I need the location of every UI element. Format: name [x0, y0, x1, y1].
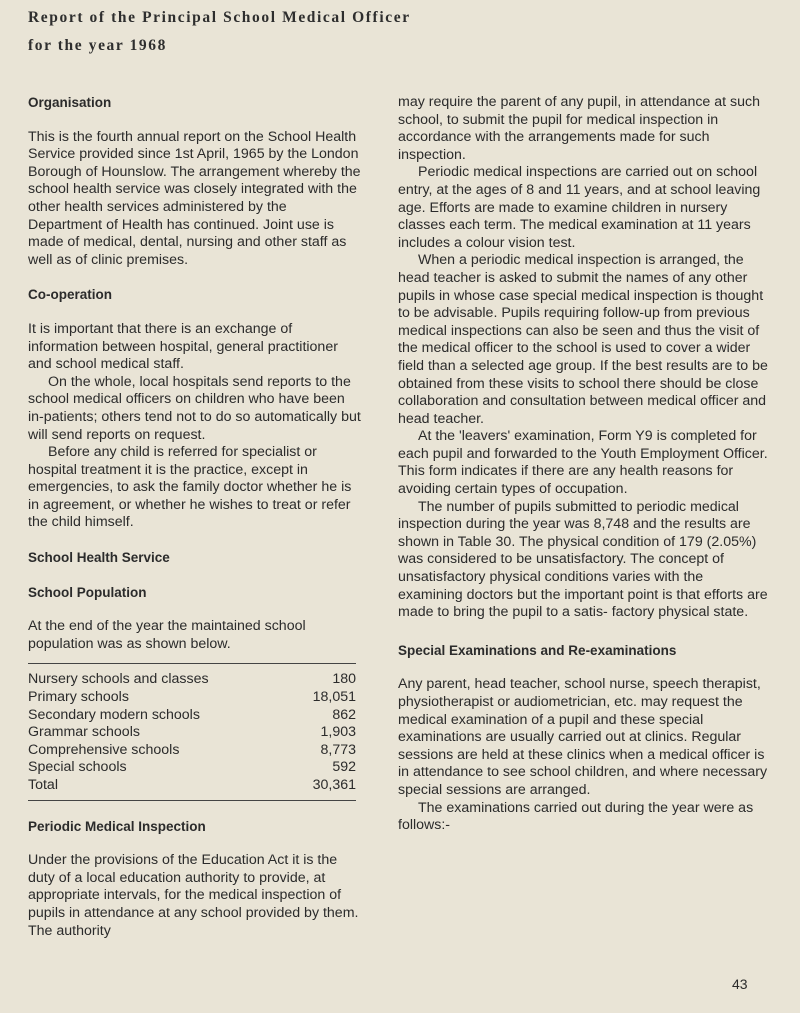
paragraph-cooperation-1: It is important that there is an exchange of information between hospital, general practitioner and school medical staff. — [28, 320, 338, 373]
paragraph-special-1: Any parent, head teacher, school nurse, speech therapist, physiotherapist or audiometrician, etc. may request the medical examination of a pupil and these special examinations are usually carried out at clinics. Regular sessions are held at these clinics when a medical officer is in attendance to see school children, and where necessary special sessions are arranged. — [398, 676, 768, 798]
row-label: Special schools — [28, 759, 127, 776]
row-label: Secondary modern schools — [28, 706, 200, 723]
row-value: 592 — [332, 759, 356, 776]
paragraph-school-population: At the end of the year the maintained school population was as shown below. — [28, 618, 306, 652]
heading-organisation: Organisation — [28, 95, 112, 110]
table-row — [28, 707, 356, 725]
left-column — [28, 94, 362, 940]
table-row — [28, 759, 356, 777]
right-column — [398, 94, 768, 835]
row-value: 30,361 — [312, 777, 356, 793]
row-value: 862 — [332, 706, 356, 723]
row-value: 8,773 — [320, 741, 356, 758]
paragraph-cooperation-2: On the whole, local hospitals send reports to the school medical officers on children who have been in-patients; others tend not to do so automatically but will send reports on request. — [28, 373, 361, 443]
paragraph-cooperation-3: Before any child is referred for specialist or hospital treatment it is the practice, except in emergencies, to ask the family doctor whether he is in agreement, or whether he wishes to treat or refer the child himself. — [28, 444, 352, 531]
row-value: 1,903 — [320, 724, 356, 741]
heading-school-health-service: School Health Service — [28, 550, 170, 566]
page-number: 43 — [732, 976, 748, 992]
heading-cooperation: Co-operation — [28, 287, 112, 303]
paragraph-special-2: The examinations carried out during the year were as follows:- — [398, 799, 754, 834]
heading-school-population: School Population — [28, 584, 147, 600]
report-title — [28, 4, 411, 60]
paragraph-periodic-1: Under the provisions of the Education Act it is the duty of a local education authority to provide, at appropriate intervals, for the medical inspection of pupils in attendance at any school provided by them. The authority — [28, 852, 359, 939]
table-row — [28, 724, 356, 742]
table-row-total — [28, 777, 356, 800]
row-label: Grammar schools — [28, 724, 140, 741]
paragraph-right-2: Periodic medical inspections are carried out on school entry, at the ages of 8 and 11 years, and at school leaving age. Efforts are made to examine children in nursery classes each term. The medical examination at 11 years includes a colour vision test. — [398, 164, 761, 251]
row-label: Total — [28, 777, 58, 793]
row-value: 180 — [332, 671, 356, 688]
paragraph-organisation: This is the fourth annual report on the School Health Service provided since 1st April, 1965 by the London Borough of Hounslow. The arrangement whereby the school health service was closely integrated with the other health services administered by the Department of Health has continued. Joint use is made of medical, dental, nursing and other staff as well as of clinic premises. — [28, 128, 361, 268]
row-value: 18,051 — [312, 689, 356, 706]
table-row — [28, 742, 356, 760]
school-population-table — [28, 663, 356, 800]
paragraph-right-3: When a periodic medical inspection is arranged, the head teacher is asked to submit the names of any other pupils in whose case special medical inspection is thought to be advisable. Pupils requiring follow-up from previous medical inspections can also be seen and thus the visit of the medical officer to the school is used to cover a wider field than a selected age group. If the best results are to be obtained from these visits to school there should be close collaboration and consultation between medical officer and head teacher. — [398, 252, 768, 427]
table-row — [28, 689, 356, 707]
row-label: Comprehensive schools — [28, 741, 180, 758]
row-label: Nursery schools and classes — [28, 671, 209, 688]
report-title-line2: for the year 1968 — [28, 37, 167, 54]
paragraph-right-1: may require the parent of any pupil, in attendance at such school, to submit the pupil for medical inspection in accordance with the arrangements made for such inspection. — [398, 94, 761, 163]
heading-special-examinations: Special Examinations and Re-examinations — [398, 642, 677, 658]
report-title-line1: Report of the Principal School Medical Officer — [28, 9, 411, 26]
table-row — [28, 664, 356, 689]
row-label: Primary schools — [28, 689, 129, 706]
heading-periodic-medical-inspection: Periodic Medical Inspection — [28, 818, 206, 834]
paragraph-right-5: The number of pupils submitted to periodic medical inspection during the year was 8,748 and the results are shown in Table 30. The physical condition of 179 (2.05%) was considered to be unsatisfactory. The concept of unsatisfactory physical conditions varies with the examining doctors but the important point is that efforts are made to bring the pupil to a satis- factory physical state. — [398, 498, 768, 621]
paragraph-right-4: At the 'leavers' examination, Form Y9 is completed for each pupil and forwarded to the Youth Employment Officer. This form indicates if there are any health reasons for avoiding certain types of occupation. — [398, 428, 768, 498]
